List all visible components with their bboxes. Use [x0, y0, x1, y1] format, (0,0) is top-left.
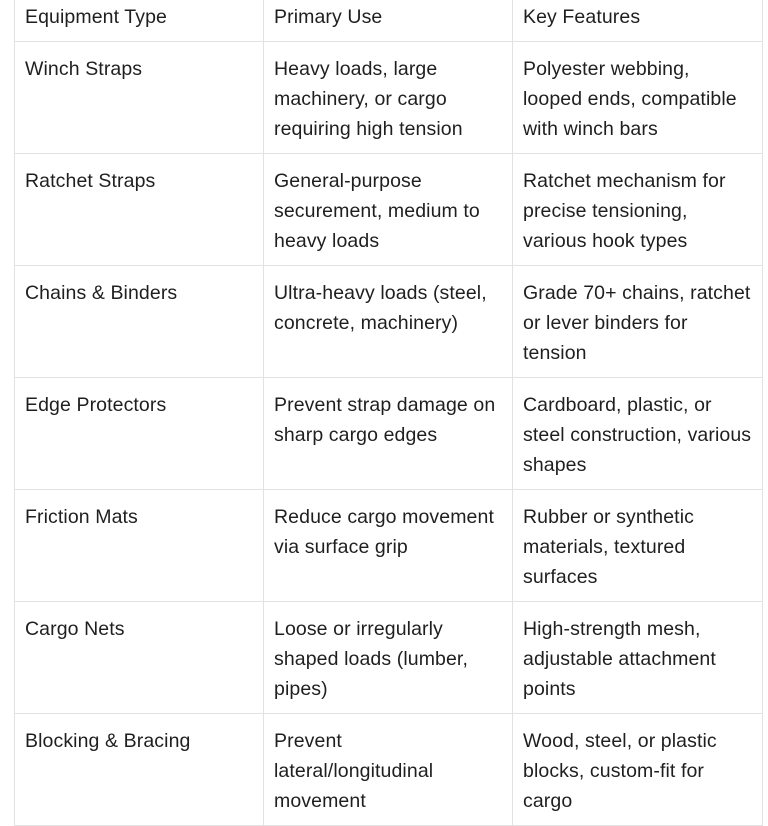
header-primary-use: Primary Use: [264, 0, 513, 41]
cell-equipment-type: Chains & Binders: [15, 266, 264, 377]
cell-equipment-type: Cargo Nets: [15, 602, 264, 713]
cell-equipment-type: Friction Mats: [15, 490, 264, 601]
cell-primary-use: General-purpose securement, medium to heavy loads: [264, 154, 513, 265]
table-row: [15, 154, 762, 266]
cell-primary-use: Reduce cargo movement via surface grip: [264, 490, 513, 601]
cell-equipment-type: Blocking & Bracing: [15, 714, 264, 825]
cell-key-features: Grade 70+ chains, ratchet or lever binders for tension: [523, 282, 751, 364]
cell-primary-use: Prevent lateral/longitudinal movement: [264, 714, 513, 825]
header-key-features: Key Features: [523, 6, 641, 28]
cell-equipment-type: Edge Protectors: [15, 378, 264, 489]
cell-equipment-type: Winch Straps: [15, 42, 264, 153]
table-row: [15, 490, 762, 602]
table-row: [15, 714, 762, 826]
cell-primary-use: Ultra-heavy loads (steel, concrete, machinery): [264, 266, 513, 377]
cell-key-features: Ratchet mechanism for precise tensioning, various hook types: [523, 170, 726, 252]
header-equipment-type: Equipment Type: [15, 0, 264, 41]
equipment-table: [14, 0, 763, 826]
cell-equipment-type: Ratchet Straps: [15, 154, 264, 265]
cell-key-features: High-strength mesh, adjustable attachment points: [523, 618, 716, 700]
table-row: [15, 602, 762, 714]
cell-key-features: Polyester webbing, looped ends, compatible with winch bars: [523, 58, 737, 140]
table-header-row: [15, 0, 762, 42]
table-row: [15, 378, 762, 490]
cell-key-features: Rubber or synthetic materials, textured surfaces: [523, 506, 694, 588]
table-row: [15, 266, 762, 378]
cell-primary-use: Prevent strap damage on sharp cargo edges: [264, 378, 513, 489]
cell-primary-use: Loose or irregularly shaped loads (lumber, pipes): [264, 602, 513, 713]
table-row: [15, 42, 762, 154]
cell-key-features: Cardboard, plastic, or steel construction, various shapes: [523, 394, 752, 476]
cell-key-features: Wood, steel, or plastic blocks, custom-fit for cargo: [523, 730, 717, 812]
cell-primary-use: Heavy loads, large machinery, or cargo requiring high tension: [264, 42, 513, 153]
